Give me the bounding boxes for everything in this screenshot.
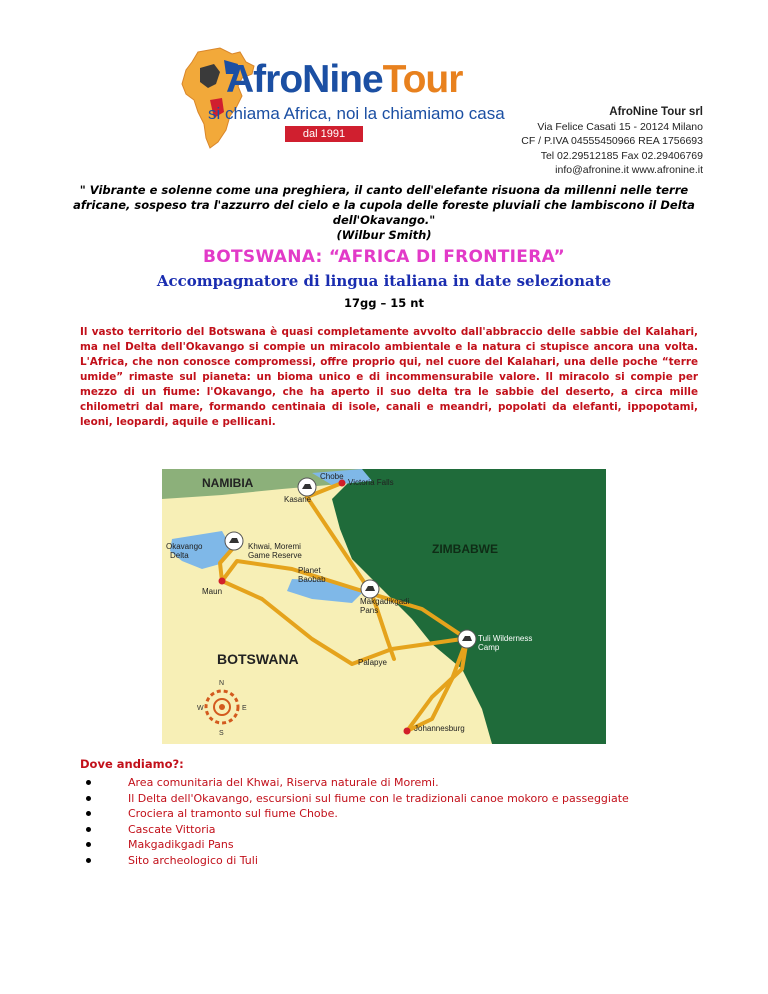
compass-s: S — [219, 730, 224, 737]
since-badge: dal 1991 — [285, 126, 363, 142]
label-okavango-1: Okavango — [166, 542, 203, 551]
list-item: Makgadikgadi Pans — [80, 837, 629, 853]
point-johannesburg — [404, 728, 411, 735]
trip-duration: 17gg – 15 nt — [344, 296, 424, 310]
company-logo — [180, 44, 510, 159]
compass-n: N — [219, 680, 225, 687]
label-victoria-falls: Victoria Falls — [348, 478, 394, 487]
company-web: info@afronine.it www.afronine.it — [555, 164, 703, 176]
list-item: Area comunitaria del Khwai, Riserva naturale di Moremi. — [80, 775, 629, 791]
quote-author: (Wilbur Smith) — [336, 228, 432, 242]
brand-tagline: si chiama Africa, noi la chiamiamo casa — [208, 104, 505, 123]
label-khwai-2: Game Reserve — [248, 551, 302, 560]
label-johannesburg: Johannesburg — [414, 724, 465, 733]
point-maun — [219, 578, 226, 585]
quote-text: " Vibrante e solenne come una preghiera, il canto dell'elefante risuona da millenni nelle terre africane, sospeso tra l'azzurro del cielo e la cupola delle foreste pluviali che lambiscono il Delta dell'Okavango." — [73, 183, 695, 227]
list-item: Il Delta dell'Okavango, escursioni sul fiume con le tradizionali canoe mokoro e passeggiate — [80, 791, 629, 807]
company-phone: Tel 02.29512185 Fax 02.29406769 — [540, 149, 703, 162]
company-vat: CF / P.IVA 04555450966 REA 1756693 — [521, 135, 703, 147]
label-planet-1: Planet — [298, 566, 321, 575]
brand-name: AfroNineTour — [226, 58, 463, 101]
quote — [60, 183, 708, 243]
label-kasane: Kasane — [284, 495, 312, 504]
label-makgadikgadi-2: Pans — [360, 606, 379, 615]
where-title: Dove andiamo?: — [80, 757, 184, 771]
compass-e: E — [242, 705, 247, 712]
label-khwai-1: Khwai, Moremi — [248, 542, 301, 551]
company-name: AfroNine Tour srl — [609, 106, 703, 118]
company-info — [521, 105, 703, 178]
label-maun: Maun — [202, 587, 223, 596]
list-item: Sito archeologico di Tuli — [80, 853, 629, 869]
label-chobe: Chobe — [320, 472, 344, 481]
label-tuli-1: Tuli Wilderness — [478, 634, 533, 643]
label-palapye: Palapye — [358, 658, 387, 667]
label-botswana: BOTSWANA — [217, 651, 299, 667]
label-zimbabwe: ZIMBABWE — [432, 542, 498, 556]
page-subtitle: Accompagnatore di lingua italiana in date selezionate — [156, 272, 612, 290]
where-list — [80, 775, 629, 868]
label-planet-2: Baobab — [298, 575, 326, 584]
page-title: BOTSWANA: “AFRICA DI FRONTIERA” — [203, 247, 565, 267]
compass-w: W — [197, 705, 204, 712]
label-okavango-2: Delta — [170, 551, 189, 560]
label-makgadikgadi-1: Makgadikgadi — [360, 597, 410, 606]
label-namibia: NAMIBIA — [202, 476, 254, 490]
intro-paragraph: Il vasto territorio del Botswana è quasi completamente avvolto dall'abbraccio delle sabbie del Kalahari, ma nel Delta dell'Okavango si compie un miracolo ambientale e la natura ci stupisce ancora una volta. L'Africa, che non conosce compromessi, offre proprio qui, nel cuore del Kalahari, una delle poche “terre umide” rimaste sul pianeta: un bioma unico e di incommensurabile valore. Il miracolo si compie per mezzo di un fiume: l'Okavango, che ha aperto il suo delta tra le sabbie del deserto, a circa mille chilometri dal mare, formando centinaia di isole, canali e meandri, popolati da elefanti, ippopotami, leoni, leopardi, aquile e pellicani. — [80, 326, 698, 428]
label-tuli-2: Camp — [478, 643, 500, 652]
route-map — [162, 469, 606, 744]
company-address: Via Felice Casati 15 - 20124 Milano — [537, 120, 703, 133]
list-item: Crociera al tramonto sul fiume Chobe. — [80, 806, 629, 822]
list-item: Cascate Vittoria — [80, 822, 629, 838]
